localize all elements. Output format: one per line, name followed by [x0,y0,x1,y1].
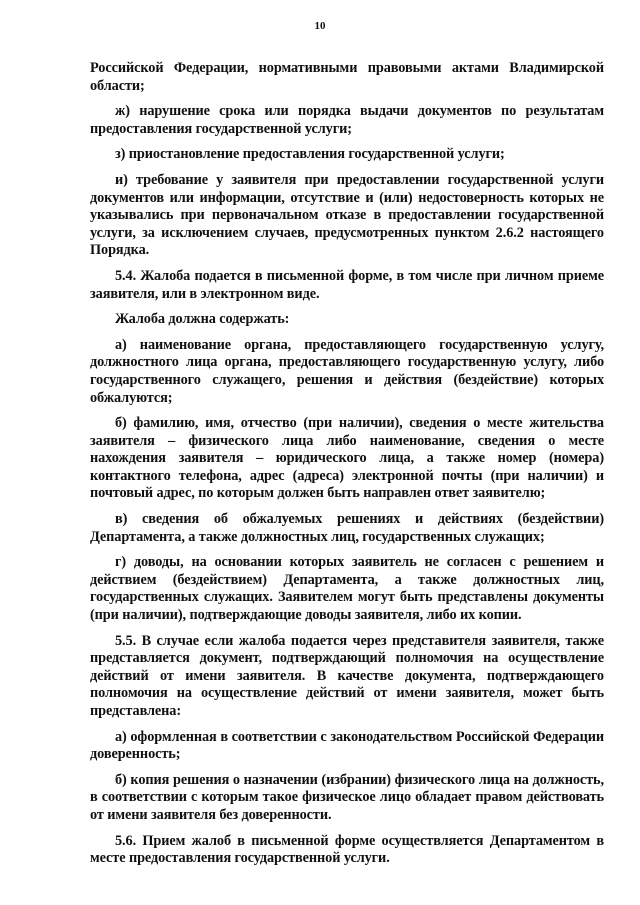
paragraph-continuation: Российской Федерации, нормативными правовыми актами Владимирской области; [90,60,604,94]
paragraph-5-4: 5.4. Жалоба подается в письменной форме, в том числе при личном приеме заявителя, или в электронном виде. [90,267,604,302]
paragraph-5-6: 5.6. Прием жалоб в письменной форме осуществляется Департаментом в месте предоставления государственной услуги. [90,832,604,867]
page-number: 10 [314,20,326,32]
paragraph-5-5: 5.5. В случае если жалоба подается через представителя заявителя, также представляется документ, подтверждающий полномочия на осуществление действий от имени заявителя. В качестве документа, подтверждающего полномочия на осуществление действий от имени заявителя, может быть представлена: [90,632,604,719]
paragraph-item-v: в) сведения об обжалуемых решениях и действиях (бездействии) Департамента, а также должностных лиц, государственных служащих; [90,511,604,545]
paragraph-5-5-item-a: а) оформленная в соответствии с законодательством Российской Федерации доверенность; [90,728,604,763]
paragraph-item-a: а) наименование органа, предоставляющего государственную услугу, должностного лица органа, предоставляющего государственную услугу, либо государственного служащего, решения и действия (бездействие) которых обжалуются; [90,336,604,406]
paragraph-item-g: г) доводы, на основании которых заявитель не согласен с решением и действием (бездействием) Департамента, а также должностных лиц, государственных служащих. Заявителем могут быть представлены документы (при наличии), подтверждающие доводы заявителя, либо их копии. [90,554,604,624]
document-body [90,60,604,876]
paragraph-item-b: б) фамилию, имя, отчество (при наличии), сведения о месте жительства заявителя – физического лица либо наименование, сведения о месте нахождения заявителя – юридического лица, а также номер (номера) контактного телефона, адрес (адреса) электронной почты (при наличии) и почтовый адрес, по которым должен быть направлен ответ заявителю; [90,415,604,502]
paragraph-complaint-contents: Жалоба должна содержать: [115,311,290,328]
paragraph-item-z: з) приостановление предоставления государственной услуги; [115,146,505,163]
paragraph-item-i: и) требование у заявителя при предоставлении государственной услуги документов или информации, отсутствие и (или) недостоверность которых не указывались при первоначальном отказе в предоставлении государственной услуги, за исключением случаев, предусмотренных пунктом 2.6.2 настоящего Порядка. [90,171,604,259]
paragraph-item-zh: ж) нарушение срока или порядка выдачи документов по результатам предоставления государственной услуги; [90,103,604,137]
paragraph-5-5-item-b: б) копия решения о назначении (избрании) физического лица на должность, в соответствии с которым такое физическое лицо обладает правом действовать от имени заявителя без доверенности. [90,771,604,823]
